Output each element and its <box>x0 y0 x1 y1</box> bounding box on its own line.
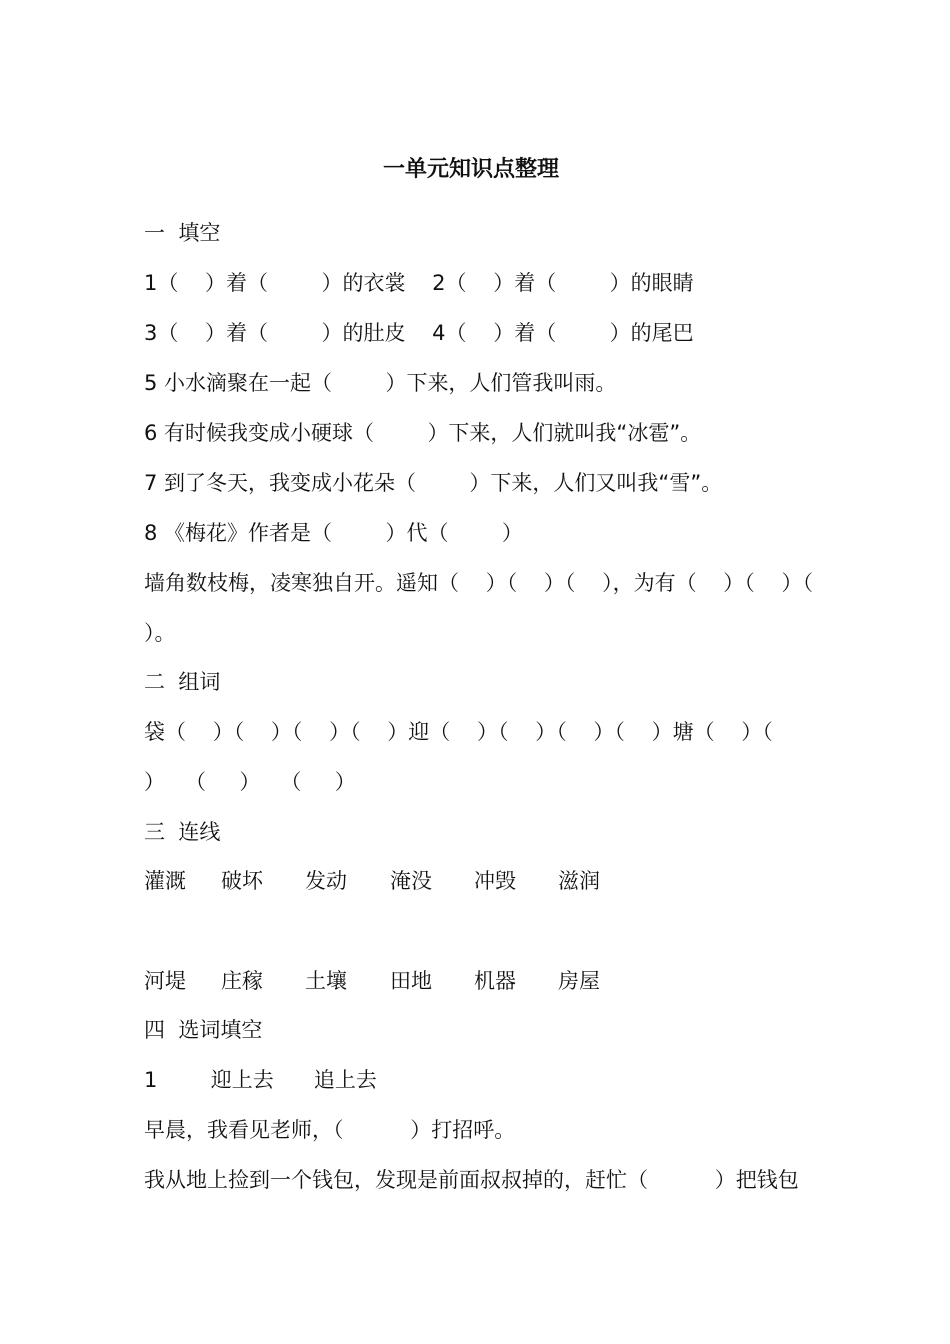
connect-top-word: 发动 <box>305 869 347 893</box>
connect-bottom-word: 河堤 <box>144 969 186 993</box>
choose-sentence-2: 我从地上捡到一个钱包，发现是前面叔叔掉的，赶忙（ ）把钱包 <box>144 1168 799 1192</box>
connect-bottom-word: 田地 <box>390 969 432 993</box>
connect-top-word: 滋润 <box>558 869 600 893</box>
section-heading-choose: 四 选词填空 <box>144 1018 263 1042</box>
connect-bottom-word: 房屋 <box>558 969 600 993</box>
connect-bottom-word: 土壤 <box>305 969 347 993</box>
connect-bottom-word: 机器 <box>474 969 516 993</box>
fill-line-2: 3（ ）着（ ）的肚皮 4（ ）着（ ）的尾巴 <box>144 321 694 345</box>
fill-line-3: 5 小水滴聚在一起（ ）下来，人们管我叫雨。 <box>144 371 617 395</box>
connect-top-word: 冲毁 <box>474 869 516 893</box>
fill-line-5: 7 到了冬天，我变成小花朵（ ）下来，人们又叫我“雪”。 <box>144 471 723 495</box>
connect-top-word: 破坏 <box>221 869 263 893</box>
section-heading-connect: 三 连线 <box>144 820 221 844</box>
choose-sentence-1: 早晨，我看见老师，（ ）打招呼。 <box>144 1118 516 1142</box>
section-heading-words: 二 组词 <box>144 670 221 694</box>
fill-line-8: ）。 <box>144 621 176 645</box>
fill-line-7: 墙角数枝梅，凌寒独自开。遥知（ ）（ ）（ ），为有（ ）（ ）（ <box>144 571 814 595</box>
choose-options: 1 迎上去 追上去 <box>144 1068 377 1092</box>
connect-top-word: 灌溉 <box>144 869 186 893</box>
section-heading-fill: 一 填空 <box>144 221 221 245</box>
words-line-2: ） （ ） （ ） <box>144 770 356 794</box>
fill-line-1: 1（ ）着（ ）的衣裳 2（ ）着（ ）的眼睛 <box>144 271 694 295</box>
page-title: 一单元知识点整理 <box>382 157 559 182</box>
fill-line-6: 8 《梅花》作者是（ ）代（ ） <box>144 521 523 545</box>
words-line-1: 袋（ ）（ ）（ ）（ ）迎（ ）（ ）（ ）（ ）塘（ ）（ <box>144 720 773 744</box>
connect-top-word: 淹没 <box>390 869 432 893</box>
fill-line-4: 6 有时候我变成小硬球（ ）下来，人们就叫我“冰雹”。 <box>144 421 702 445</box>
connect-bottom-word: 庄稼 <box>221 969 263 993</box>
